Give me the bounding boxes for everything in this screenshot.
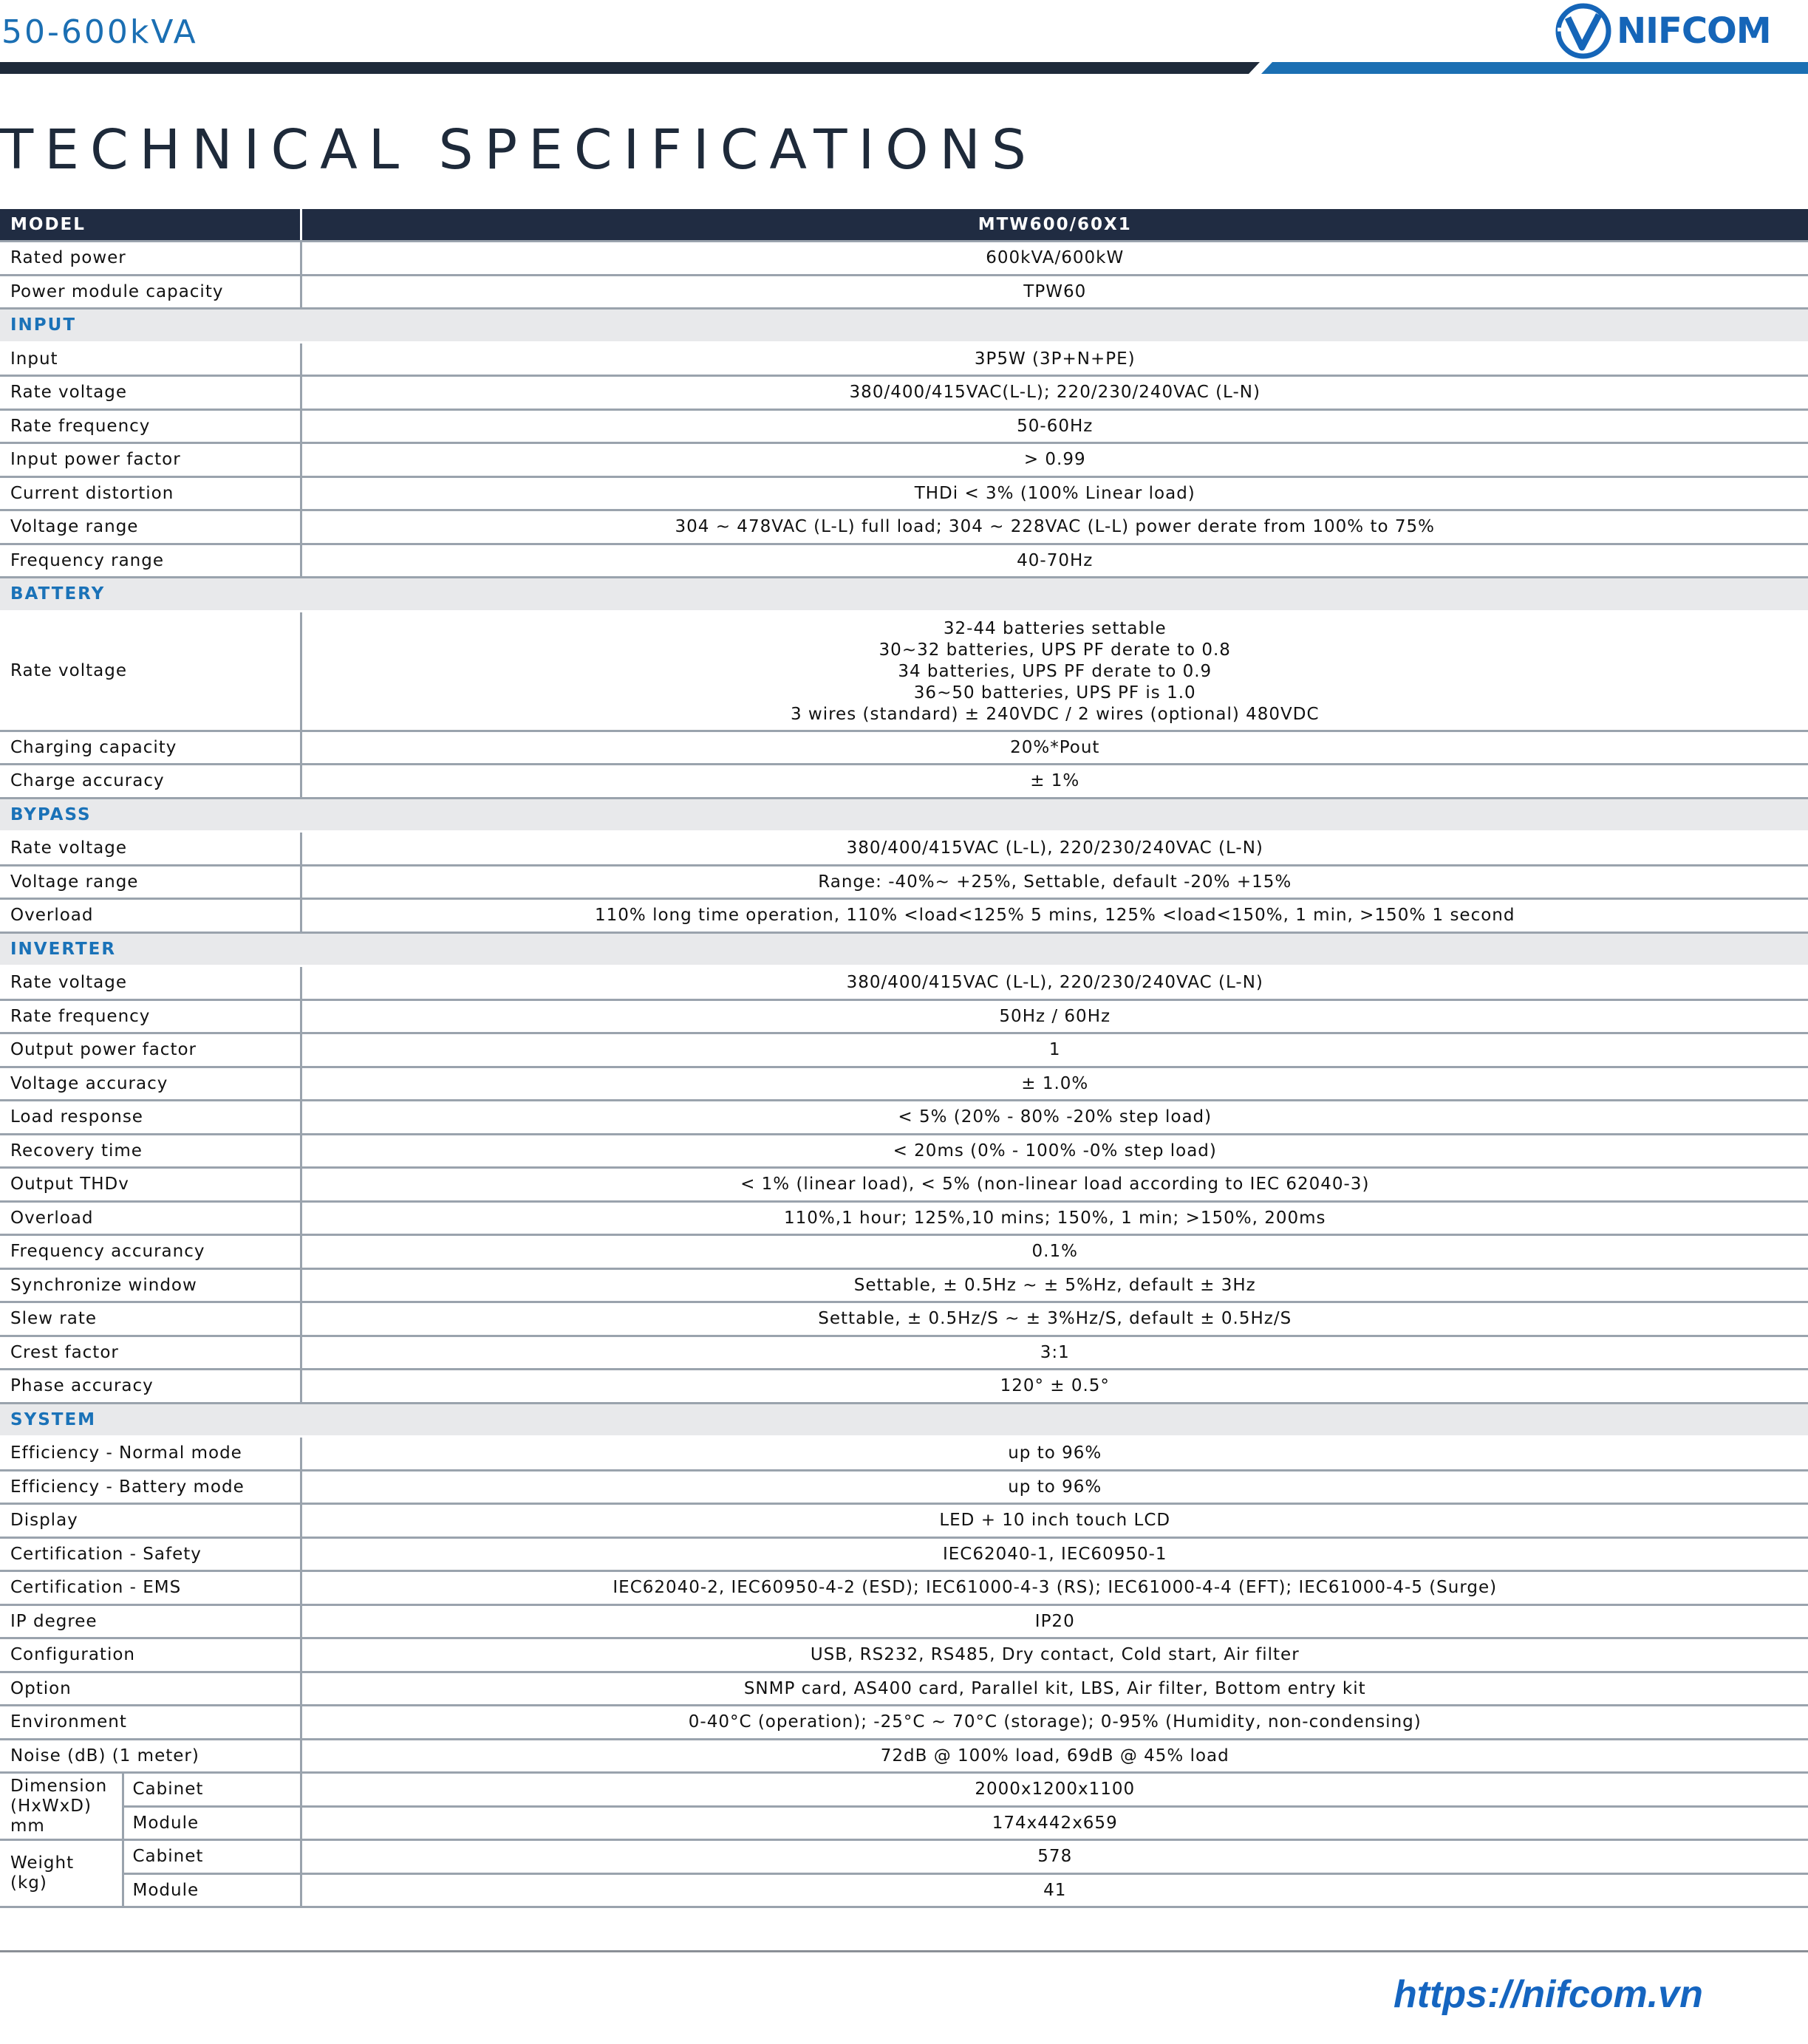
row-value: ± 1.0% <box>301 1067 1808 1101</box>
row-value: up to 96% <box>301 1437 1808 1471</box>
row-value: 380/400/415VAC (L-L), 220/230/240VAC (L-N) <box>301 966 1808 1000</box>
row-label: Charge accuracy <box>0 765 301 799</box>
row-value: < 20ms (0% - 100% -0% step load) <box>301 1134 1808 1168</box>
row-label: Crest factor <box>0 1336 301 1370</box>
row-value: Settable, ± 0.5Hz/S ~ ± 3%Hz/S, default ± 0.5Hz/S <box>301 1302 1808 1336</box>
table-row <box>0 1134 1808 1168</box>
section-header-system: SYSTEM <box>0 1403 1808 1437</box>
table-row <box>0 376 1808 410</box>
row-label: Rate voltage <box>0 611 301 731</box>
row-value: THDi < 3% (100% Linear load) <box>301 476 1808 510</box>
row-value: USB, RS232, RS485, Dry contact, Cold start, Air filter <box>301 1638 1808 1672</box>
row-value: < 1% (linear load), < 5% (non-linear load according to IEC 62040-3) <box>301 1168 1808 1202</box>
row-value: Settable, ± 0.5Hz ~ ± 5%Hz, default ± 3Hz <box>301 1268 1808 1302</box>
row-value: Range: -40%~ +25%, Settable, default -20% +15% <box>301 865 1808 899</box>
row-label: Slew rate <box>0 1302 301 1336</box>
table-row <box>0 443 1808 477</box>
model-label: MODEL <box>0 209 301 242</box>
row-value: 578 <box>301 1840 1808 1874</box>
row-value: SNMP card, AS400 card, Parallel kit, LBS, Air filter, Bottom entry kit <box>301 1672 1808 1706</box>
table-row <box>0 1604 1808 1638</box>
row-label: IP degree <box>0 1604 301 1638</box>
table-row <box>0 1873 1808 1907</box>
row-label: Voltage accuracy <box>0 1067 301 1101</box>
brand-logo <box>1550 0 1787 65</box>
table-row <box>0 1470 1808 1504</box>
table-row <box>0 1638 1808 1672</box>
value-line: 34 batteries, UPS PF derate to 0.9 <box>898 661 1212 681</box>
table-row <box>0 1706 1808 1740</box>
row-label: Efficiency - Battery mode <box>0 1470 301 1504</box>
sub-label: Cabinet <box>123 1840 301 1874</box>
header-bar <box>0 62 1808 74</box>
table-row <box>0 1302 1808 1336</box>
row-label: Overload <box>0 1201 301 1235</box>
section-header-bypass: BYPASS <box>0 798 1808 832</box>
table-row <box>0 765 1808 799</box>
table-row <box>0 865 1808 899</box>
table-row <box>0 1773 1808 1807</box>
row-value: 20%*Pout <box>301 731 1808 765</box>
table-row <box>0 1067 1808 1101</box>
row-label: Charging capacity <box>0 731 301 765</box>
row-value: 380/400/415VAC (L-L), 220/230/240VAC (L-N) <box>301 832 1808 866</box>
table-row <box>0 1235 1808 1269</box>
row-value: up to 96% <box>301 1470 1808 1504</box>
row-value: 40-70Hz <box>301 544 1808 578</box>
sub-label: Cabinet <box>123 1773 301 1807</box>
row-value: 1 <box>301 1033 1808 1067</box>
row-label: Voltage range <box>0 865 301 899</box>
label-line: (HxWxD) <box>10 1796 92 1816</box>
row-value: 0.1% <box>301 1235 1808 1269</box>
table-row <box>0 966 1808 1000</box>
value-line: 30~32 batteries, UPS PF derate to 0.8 <box>879 640 1231 660</box>
brand-name: NIFCOM <box>1617 10 1771 52</box>
row-value: 3P5W (3P+N+PE) <box>301 342 1808 376</box>
row-value: 174x442x659 <box>301 1806 1808 1840</box>
table-row <box>0 242 1808 276</box>
row-label: Efficiency - Normal mode <box>0 1437 301 1471</box>
row-value: 2000x1200x1100 <box>301 1773 1808 1807</box>
table-row <box>0 731 1808 765</box>
row-label: Certification - EMS <box>0 1571 301 1605</box>
table-row <box>0 1571 1808 1605</box>
row-value: 50-60Hz <box>301 409 1808 443</box>
weight-label <box>0 1840 123 1907</box>
value-line: 3 wires (standard) ± 240VDC / 2 wires (optional) 480VDC <box>790 704 1320 724</box>
table-row <box>0 1806 1808 1840</box>
table-header-row <box>0 209 1808 242</box>
row-value: 110%,1 hour; 125%,10 mins; 150%, 1 min; >150%, 200ms <box>301 1201 1808 1235</box>
row-label: Output THDv <box>0 1168 301 1202</box>
row-label: Display <box>0 1504 301 1538</box>
row-value: 304 ~ 478VAC (L-L) full load; 304 ~ 228VAC (L-L) power derate from 100% to 75% <box>301 510 1808 544</box>
row-label: Rated power <box>0 242 301 276</box>
row-value: < 5% (20% - 80% -20% step load) <box>301 1101 1808 1135</box>
table-row <box>0 1336 1808 1370</box>
row-label: Rate voltage <box>0 832 301 866</box>
page-title: TECHNICAL SPECIFICATIONS <box>0 118 1037 182</box>
table-row <box>0 476 1808 510</box>
row-value: 3:1 <box>301 1336 1808 1370</box>
row-label: Recovery time <box>0 1134 301 1168</box>
table-row <box>0 342 1808 376</box>
row-label: Load response <box>0 1101 301 1135</box>
footer-divider <box>0 1950 1808 1952</box>
spec-table <box>0 209 1808 1908</box>
value-line: 32-44 batteries settable <box>943 618 1167 638</box>
table-row <box>0 1168 1808 1202</box>
row-value: IP20 <box>301 1604 1808 1638</box>
row-label: Overload <box>0 899 301 933</box>
table-row <box>0 1739 1808 1773</box>
table-row <box>0 1504 1808 1538</box>
row-value: TPW60 <box>301 275 1808 309</box>
row-label: Option <box>0 1672 301 1706</box>
table-row <box>0 409 1808 443</box>
sub-label: Module <box>123 1873 301 1907</box>
row-value: 380/400/415VAC(L-L); 220/230/240VAC (L-N) <box>301 376 1808 410</box>
row-label: Environment <box>0 1706 301 1740</box>
row-value: IEC62040-2, IEC60950-4-2 (ESD); IEC61000-4-3 (RS); IEC61000-4-4 (EFT); IEC61000-4-5 (Surge) <box>301 1571 1808 1605</box>
row-label: Synchronize window <box>0 1268 301 1302</box>
table-row <box>0 999 1808 1033</box>
table-row <box>0 1840 1808 1874</box>
row-label: Certification - Safety <box>0 1537 301 1571</box>
table-row <box>0 510 1808 544</box>
row-value: 72dB @ 100% load, 69dB @ 45% load <box>301 1739 1808 1773</box>
row-value: LED + 10 inch touch LCD <box>301 1504 1808 1538</box>
table-row <box>0 1268 1808 1302</box>
row-label: Input power factor <box>0 443 301 477</box>
table-row <box>0 611 1808 731</box>
table-row <box>0 1537 1808 1571</box>
row-value: 41 <box>301 1873 1808 1907</box>
row-value: IEC62040-1, IEC60950-1 <box>301 1537 1808 1571</box>
table-row <box>0 832 1808 866</box>
value-line: 36~50 batteries, UPS PF is 1.0 <box>913 683 1196 703</box>
row-value: 0-40°C (operation); -25°C ~ 70°C (storage); 0-95% (Humidity, non-condensing) <box>301 1706 1808 1740</box>
table-row <box>0 275 1808 309</box>
table-row <box>0 1437 1808 1471</box>
label-line: Weight <box>10 1853 75 1873</box>
row-label: Configuration <box>0 1638 301 1672</box>
sub-label: Module <box>123 1806 301 1840</box>
table-row <box>0 899 1808 933</box>
row-label: Voltage range <box>0 510 301 544</box>
row-label: Noise (dB) (1 meter) <box>0 1739 301 1773</box>
row-label: Frequency accurancy <box>0 1235 301 1269</box>
row-value: 50Hz / 60Hz <box>301 999 1808 1033</box>
row-label: Rate frequency <box>0 999 301 1033</box>
table-row <box>0 544 1808 578</box>
row-label: Rate voltage <box>0 376 301 410</box>
row-label: Current distortion <box>0 476 301 510</box>
section-header-inverter: INVERTER <box>0 932 1808 966</box>
label-line: mm <box>10 1816 45 1836</box>
table-row <box>0 1101 1808 1135</box>
row-value-multiline <box>301 611 1808 731</box>
model-value: MTW600/60X1 <box>301 209 1808 242</box>
row-label: Frequency range <box>0 544 301 578</box>
section-header-input: INPUT <box>0 309 1808 343</box>
row-label: Rate voltage <box>0 966 301 1000</box>
label-line: (kg) <box>10 1873 47 1893</box>
row-value: > 0.99 <box>301 443 1808 477</box>
section-header-battery: BATTERY <box>0 578 1808 612</box>
logo-emblem-icon <box>1550 0 1617 65</box>
row-label: Phase accuracy <box>0 1370 301 1404</box>
row-label: Output power factor <box>0 1033 301 1067</box>
row-value: 110% long time operation, 110% <load<125% 5 mins, 125% <load<150%, 1 min, >150% 1 second <box>301 899 1808 933</box>
table-row <box>0 1201 1808 1235</box>
table-row <box>0 1672 1808 1706</box>
website-link[interactable]: https://nifcom.vn <box>1393 1973 1703 2016</box>
row-label: Rate frequency <box>0 409 301 443</box>
table-row <box>0 1370 1808 1404</box>
row-label: Power module capacity <box>0 275 301 309</box>
row-value: ± 1% <box>301 765 1808 799</box>
row-label: Input <box>0 342 301 376</box>
row-value: 600kVA/600kW <box>301 242 1808 276</box>
row-value: 120° ± 0.5° <box>301 1370 1808 1404</box>
range-title: 50-600kVA <box>1 13 198 51</box>
table-row <box>0 1033 1808 1067</box>
label-line: Dimension <box>10 1776 108 1796</box>
dimension-label <box>0 1773 123 1840</box>
